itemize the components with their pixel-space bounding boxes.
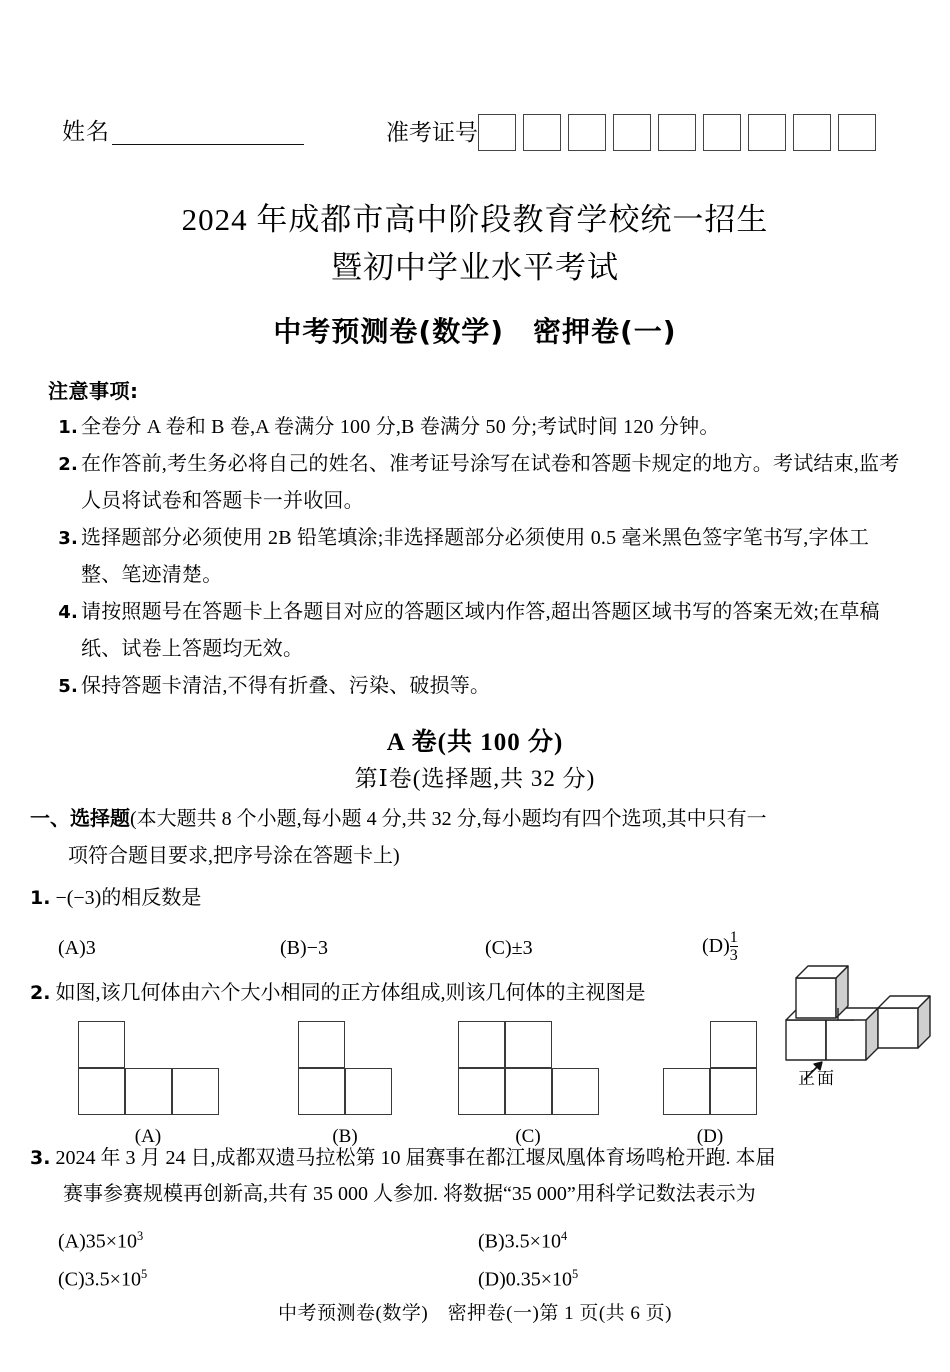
grid-cell — [298, 1021, 345, 1068]
notice-heading: 注意事项: — [48, 379, 139, 403]
notice-item — [48, 594, 906, 668]
question-3-option-b[interactable] — [478, 1218, 567, 1260]
grid-cell — [345, 1068, 392, 1115]
question-2-option-d[interactable] — [610, 1021, 810, 1155]
exam-subtitle: 中考预测卷(数学) 密押卷(一) — [273, 315, 677, 348]
grid-cell — [458, 1021, 505, 1068]
ticket-number-boxes — [478, 114, 876, 151]
option-base: 10 — [117, 1230, 138, 1253]
question-1-option-a[interactable] — [58, 930, 96, 966]
fraction-numerator: 1 — [729, 928, 738, 946]
option-base: 10 — [120, 1268, 141, 1291]
option-tag: (B) — [478, 1230, 505, 1253]
ticket-number-label: 准考证号 — [386, 119, 478, 145]
notice-item-number: 2. — [58, 454, 78, 475]
question-3-stem-line1: 2024 年 3 月 24 日,成都双遗马拉松第 10 届赛事在都江堰凤凰体育场鸣枪开跑. 本届 — [55, 1147, 776, 1169]
grid-cell — [505, 1021, 552, 1068]
grid-cell — [458, 1068, 505, 1115]
option-tag: (C) — [58, 1268, 85, 1291]
grid-cell — [505, 1068, 552, 1115]
front-view-grid-d — [663, 1021, 757, 1115]
question-1-option-d[interactable] — [702, 928, 738, 965]
grid-cell — [710, 1068, 757, 1115]
notice-item-text: 全卷分 A 卷和 B 卷,A 卷满分 100 分,B 卷满分 50 分;考试时间 120 分钟。 — [81, 416, 720, 438]
option-tag: (A) — [58, 1230, 86, 1253]
name-field-group — [62, 120, 304, 145]
ticket-digit-box[interactable] — [478, 114, 516, 151]
grid-cell — [125, 1068, 172, 1115]
option-tag: (A) — [134, 1126, 162, 1147]
question-2-stem: 如图,该几何体由六个大小相同的正方体组成,则该几何体的主视图是 — [55, 982, 646, 1004]
section-label: 一、选择题 — [30, 806, 130, 830]
option-tag: (D) — [478, 1268, 506, 1291]
page-footer: 中考预测卷(数学) 密押卷(一)第 1 页(共 6 页) — [278, 1303, 672, 1324]
student-id-row — [62, 108, 888, 156]
ticket-digit-box[interactable] — [703, 114, 741, 151]
option-tag: (D) — [696, 1126, 724, 1147]
notice-item-text: 请按照题号在答题卡上各题目对应的答题区域内作答,超出答题区域书写的答案无效;在草稿纸、试卷上答题均无效。 — [81, 601, 880, 660]
notice-list — [48, 409, 906, 705]
notice-item-number: 5. — [58, 676, 78, 697]
question-3-option-c[interactable] — [58, 1256, 147, 1298]
question-1-option-b[interactable] — [280, 930, 328, 966]
option-mantissa: 35 — [85, 1230, 106, 1253]
option-value: ±3 — [511, 937, 533, 959]
question-3-option-a[interactable] — [58, 1218, 143, 1260]
multiplication-sign: × — [529, 1230, 541, 1253]
ticket-digit-box[interactable] — [838, 114, 876, 151]
question-1 — [30, 880, 920, 968]
fraction-denominator: 3 — [729, 946, 738, 964]
question-3-stem-line2: 赛事参赛规模再创新高,共有 35 000 人参加. 将数据“35 000”用科学记数法表示为 — [63, 1183, 756, 1205]
notice-item — [48, 668, 906, 705]
front-view-grid-c — [458, 1021, 599, 1115]
option-exponent: 5 — [572, 1267, 579, 1281]
option-exponent: 5 — [140, 1267, 148, 1281]
name-write-line[interactable] — [112, 122, 304, 145]
multiplication-sign: × — [105, 1230, 118, 1253]
notice-item-text: 选择题部分必须使用 2B 铅笔填涂;非选择题部分必须使用 0.5 毫米黑色签字笔书写,字体工整、笔迹清楚。 — [81, 527, 870, 586]
grid-cell — [663, 1068, 710, 1115]
exam-title-line1: 2024 年成都市高中阶段教育学校统一招生 — [181, 202, 769, 237]
notice-item-text: 在作答前,考生务必将自己的姓名、准考证号涂写在试卷和答题卡规定的地方。考试结束,监考人员将试卷和答题卡一并收回。 — [81, 453, 900, 512]
option-tag: (B) — [280, 937, 307, 959]
option-mantissa: 3.5 — [84, 1268, 110, 1291]
grid-cell — [78, 1021, 125, 1068]
multiple-choice-section-header — [30, 800, 914, 875]
multiplication-sign: × — [109, 1268, 121, 1291]
ticket-digit-box[interactable] — [613, 114, 651, 151]
grid-cell — [298, 1068, 345, 1115]
question-2-option-a[interactable] — [48, 1021, 248, 1155]
option-tag: (A) — [58, 937, 86, 959]
notice-item — [48, 446, 906, 520]
name-label: 姓名 — [62, 118, 110, 144]
front-view-grid-b — [298, 1021, 392, 1115]
grid-cell — [78, 1068, 125, 1115]
question-2-figure-caption: 正面 — [798, 1069, 836, 1088]
notice-item — [48, 409, 906, 446]
notice-item — [48, 520, 906, 594]
question-3-stem-row — [30, 1140, 920, 1176]
notice-item-text: 保持答题卡清洁,不得有折叠、污染、破损等。 — [81, 675, 491, 697]
exam-title-line2: 暨初中学业水平考试 — [331, 250, 619, 285]
front-view-grid-a — [78, 1021, 219, 1115]
option-value: −3 — [306, 937, 328, 959]
ticket-number-group — [386, 114, 876, 151]
option-value: 3 — [85, 937, 96, 959]
option-exponent: 4 — [560, 1229, 568, 1243]
option-base: 10 — [540, 1230, 561, 1253]
ticket-digit-box[interactable] — [748, 114, 786, 151]
option-mantissa: 0.35 — [505, 1268, 541, 1291]
option-exponent: 3 — [137, 1229, 144, 1243]
part-one-heading: 第Ⅰ卷(选择题,共 32 分) — [354, 766, 596, 791]
question-2-option-b[interactable] — [245, 1021, 445, 1155]
grid-cell — [552, 1068, 599, 1115]
ticket-digit-box[interactable] — [793, 114, 831, 151]
notice-item-number: 1. — [58, 417, 78, 438]
notice-item-number: 3. — [58, 528, 78, 549]
ticket-digit-box[interactable] — [658, 114, 696, 151]
question-2-number: 2. — [30, 982, 51, 1004]
option-mantissa: 3.5 — [504, 1230, 530, 1253]
grid-cell — [172, 1068, 219, 1115]
section-instructions-line2: 项符合题目要求,把序号涂在答题卡上) — [68, 845, 400, 867]
question-1-stem-row — [30, 880, 920, 916]
section-instructions-line1: (本大题共 8 个小题,每小题 4 分,共 32 分,每小题均有四个选项,其中只有一 — [130, 808, 767, 830]
question-2-option-c[interactable] — [428, 1021, 628, 1155]
notice-item-number: 4. — [58, 602, 78, 623]
fraction-one-third — [730, 929, 738, 965]
ticket-digit-box[interactable] — [568, 114, 606, 151]
option-base: 10 — [552, 1268, 573, 1291]
ticket-digit-box[interactable] — [523, 114, 561, 151]
grid-cell — [710, 1021, 757, 1068]
question-1-number: 1. — [30, 887, 51, 909]
question-1-option-c[interactable] — [485, 930, 533, 966]
option-tag: (C) — [515, 1126, 541, 1147]
option-tag: (B) — [332, 1126, 358, 1147]
option-tag: (D) — [702, 935, 730, 957]
multiplication-sign: × — [540, 1268, 553, 1291]
paper-a-heading: A 卷(共 100 分) — [386, 729, 564, 756]
question-3 — [30, 1140, 920, 1292]
question-1-stem: −(−3)的相反数是 — [55, 887, 202, 909]
option-tag: (C) — [485, 937, 512, 959]
question-3-options — [30, 1214, 920, 1292]
question-3-option-d[interactable] — [478, 1256, 578, 1298]
question-3-number: 3. — [30, 1147, 51, 1169]
